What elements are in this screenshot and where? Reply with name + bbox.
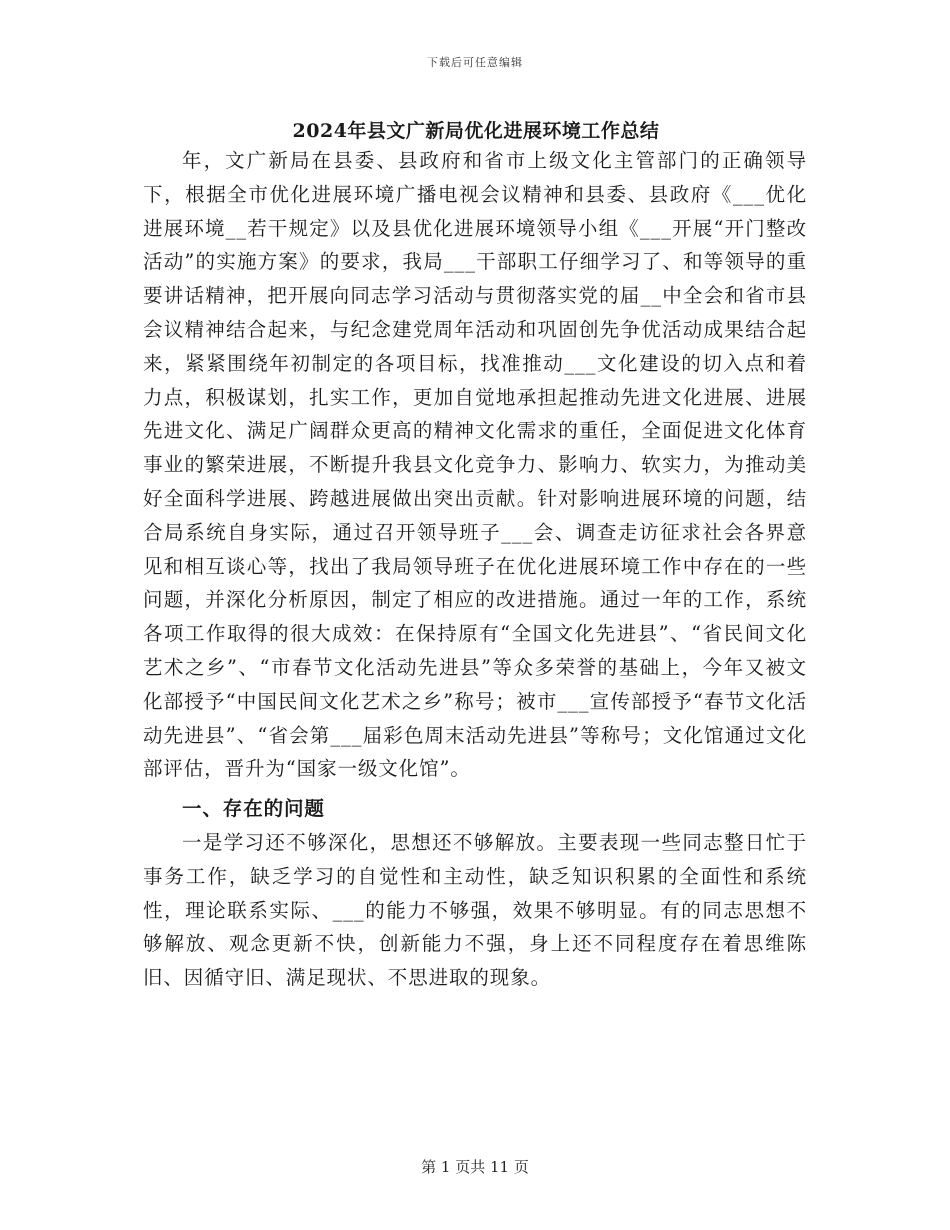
section-heading-problems: 一、存在的问题 (182, 797, 325, 821)
header-note: 下载后可任意编辑 (427, 56, 523, 69)
document-title: 2024年县文广新局优化进展环境工作总结 (292, 120, 660, 142)
paragraph-intro: 年，文广新局在县委、县政府和省市上级文化主管部门的正确领导下，根据全市优化进展环境广播电视会议精神和县委、县政府《___优化进展环境__若干规定》以及县优化进展环境领导小组《___开展“开门整改活动”的实施方案》的要求，我局___干部职工仔细学习了、和等领导的重要讲话精神，把开展向同志学习活动与贯彻落实党的届__中全会和省市县会议精神结合起来，与纪念建党周年活动和巩固创先争优活动成果结合起来，紧紧围绕年初制定的各项目标，找准推动___文化建设的切入点和着力点，积极谋划，扎实工作，更加自觉地承担起推动先进文化进展、进展先进文化、满足广阔群众更高的精神文化需求的重任，全面促进文化体育事业的繁荣进展，不断提升我县文化竞争力、影响力、软实力，为推动美好全面科学进展、跨越进展做出突出贡献。针对影响进展环境的问题，结合局系统自身实际，通过召开领导班子___会、调查走访征求社会各界意见和相互谈心等，找出了我局领导班子在优化进展环境工作中存在的一些问题，并深化分析原因，制定了相应的改进措施。通过一年的工作，系统各项工作取得的很大成效：在保持原有“全国文化先进县”、“省民间文化艺术之乡”、“市春节文化活动先进县”等众多荣誉的基础上，今年又被文化部授予“中国民间文化艺术之乡”称号；被市___宣传部授予“春节文化活动先进县”、“省会第___届彩色周末活动先进县”等称号；文化馆通过文化部评估，晋升为“国家一级文化馆”。 (143, 149, 807, 781)
page-number-footer: 第 1 页共 11 页 (421, 1158, 529, 1176)
paragraph-problem-one: 一是学习还不够深化，思想还不够解放。主要表现一些同志整日忙于事务工作，缺乏学习的自觉性和主动性，缺乏知识积累的全面性和系统性，理论联系实际、___的能力不够强，效果不够明显。有的同志思想不够解放、观念更新不快，创新能力不强，身上还不同程度存在着思维陈旧、因循守旧、满足现状、不思进取的现象。 (143, 830, 807, 990)
document-body (143, 144, 807, 995)
